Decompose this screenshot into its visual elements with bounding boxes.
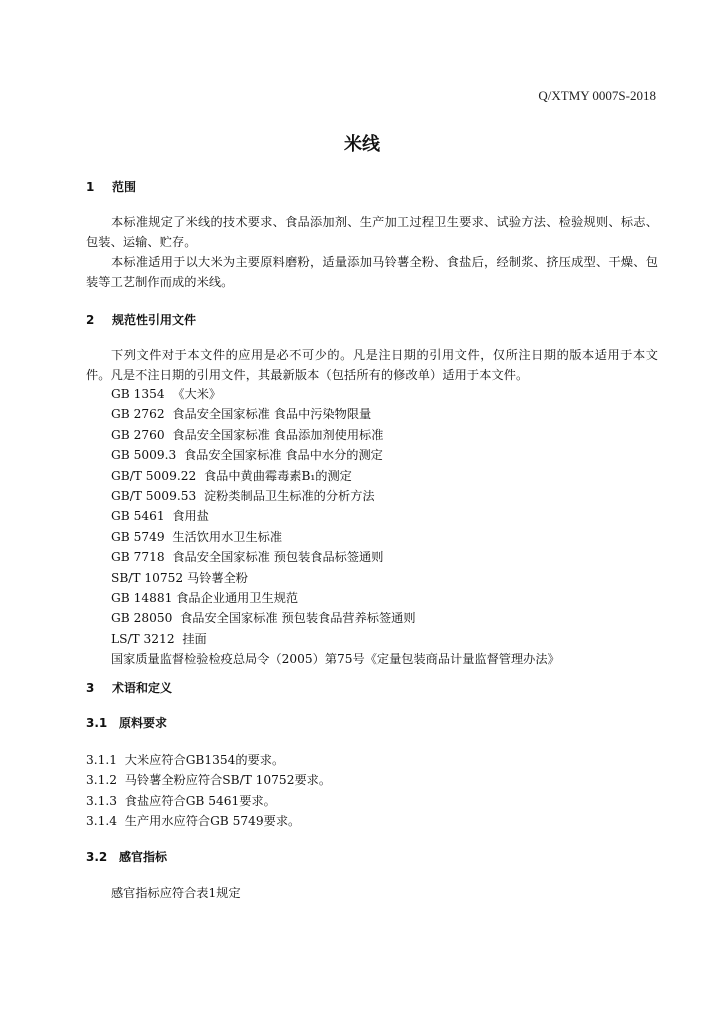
clause-item: 3.1.1 大米应符合GB1354的要求。 bbox=[86, 753, 285, 767]
scope-paragraph-1: 本标准规定了米线的技术要求、食品添加剂、生产加工过程卫生要求、试验方法、检验规则、标志、包装、运输、贮存。 bbox=[86, 215, 658, 249]
reference-item: GB 14881 食品企业通用卫生规范 bbox=[111, 590, 299, 605]
reference-item: GB 2760 食品安全国家标准 食品添加剂使用标准 bbox=[111, 427, 384, 442]
reference-item: SB/T 10752 马铃薯全粉 bbox=[111, 570, 248, 585]
reference-item: GB 1354 《大米》 bbox=[111, 387, 222, 401]
section-2-heading bbox=[86, 311, 196, 328]
section-3-1-heading bbox=[86, 714, 167, 731]
reference-item: 国家质量监督检验检疫总局令（2005）第75号《定量包装商品计量监督管理办法》 bbox=[111, 652, 560, 667]
section-number: 1 bbox=[86, 180, 95, 194]
clause-item: 3.1.3 食盐应符合GB 5461要求。 bbox=[86, 793, 276, 808]
reference-item: GB/T 5009.22 食品中黄曲霉毒素B₁的测定 bbox=[111, 468, 352, 483]
reference-item: GB 5461 食用盐 bbox=[111, 509, 209, 524]
section-title: 规范性引用文件 bbox=[112, 313, 197, 327]
reference-item: LS/T 3212 挂面 bbox=[111, 631, 207, 646]
reference-item: GB 7718 食品安全国家标准 预包装食品标签通则 bbox=[111, 550, 384, 565]
section-title: 感官指标 bbox=[119, 850, 168, 864]
raw-material-clauses bbox=[86, 750, 331, 831]
section-title: 术语和定义 bbox=[112, 681, 173, 695]
reference-item: GB 5749 生活饮用水卫生标准 bbox=[111, 529, 283, 544]
reference-item: GB 28050 食品安全国家标准 预包装食品营养标签通则 bbox=[111, 611, 416, 626]
section-number: 2 bbox=[86, 313, 95, 327]
reference-item: GB 2762 食品安全国家标准 食品中污染物限量 bbox=[111, 407, 372, 422]
reference-item: GB/T 5009.53 淀粉类制品卫生标准的分析方法 bbox=[111, 488, 375, 503]
section-title: 原料要求 bbox=[119, 716, 168, 730]
scope-paragraph-2: 本标准适用于以大米为主要原料磨粉，适量添加马铃薯全粉、食盐后，经制浆、挤压成型、干燥、包装等工艺制作而成的米线。 bbox=[86, 255, 658, 289]
section-3-2-heading bbox=[86, 848, 167, 865]
reference-item: GB 5009.3 食品安全国家标准 食品中水分的测定 bbox=[111, 448, 383, 463]
references-intro: 下列文件对于本文件的应用是必不可少的。凡是注日期的引用文件，仅所注日期的版本适用于本文件。凡是不注日期的引用文件，其最新版本（包括所有的修改单）适用于本文件。 bbox=[86, 348, 658, 382]
document-title: 米线 bbox=[344, 134, 380, 155]
section-number: 3.1 bbox=[86, 716, 108, 730]
section-number: 3 bbox=[86, 681, 95, 695]
section-title: 范围 bbox=[112, 180, 137, 194]
document-code: Q/XTMY 0007S-2018 bbox=[538, 88, 656, 103]
sensory-note: 感官指标应符合表1规定 bbox=[111, 886, 241, 900]
reference-list bbox=[111, 384, 560, 669]
section-number: 3.2 bbox=[86, 850, 108, 864]
section-1-heading bbox=[86, 178, 136, 195]
clause-item: 3.1.2 马铃薯全粉应符合SB/T 10752要求。 bbox=[86, 773, 332, 788]
section-3-heading bbox=[86, 679, 172, 696]
clause-item: 3.1.4 生产用水应符合GB 5749要求。 bbox=[86, 813, 301, 828]
